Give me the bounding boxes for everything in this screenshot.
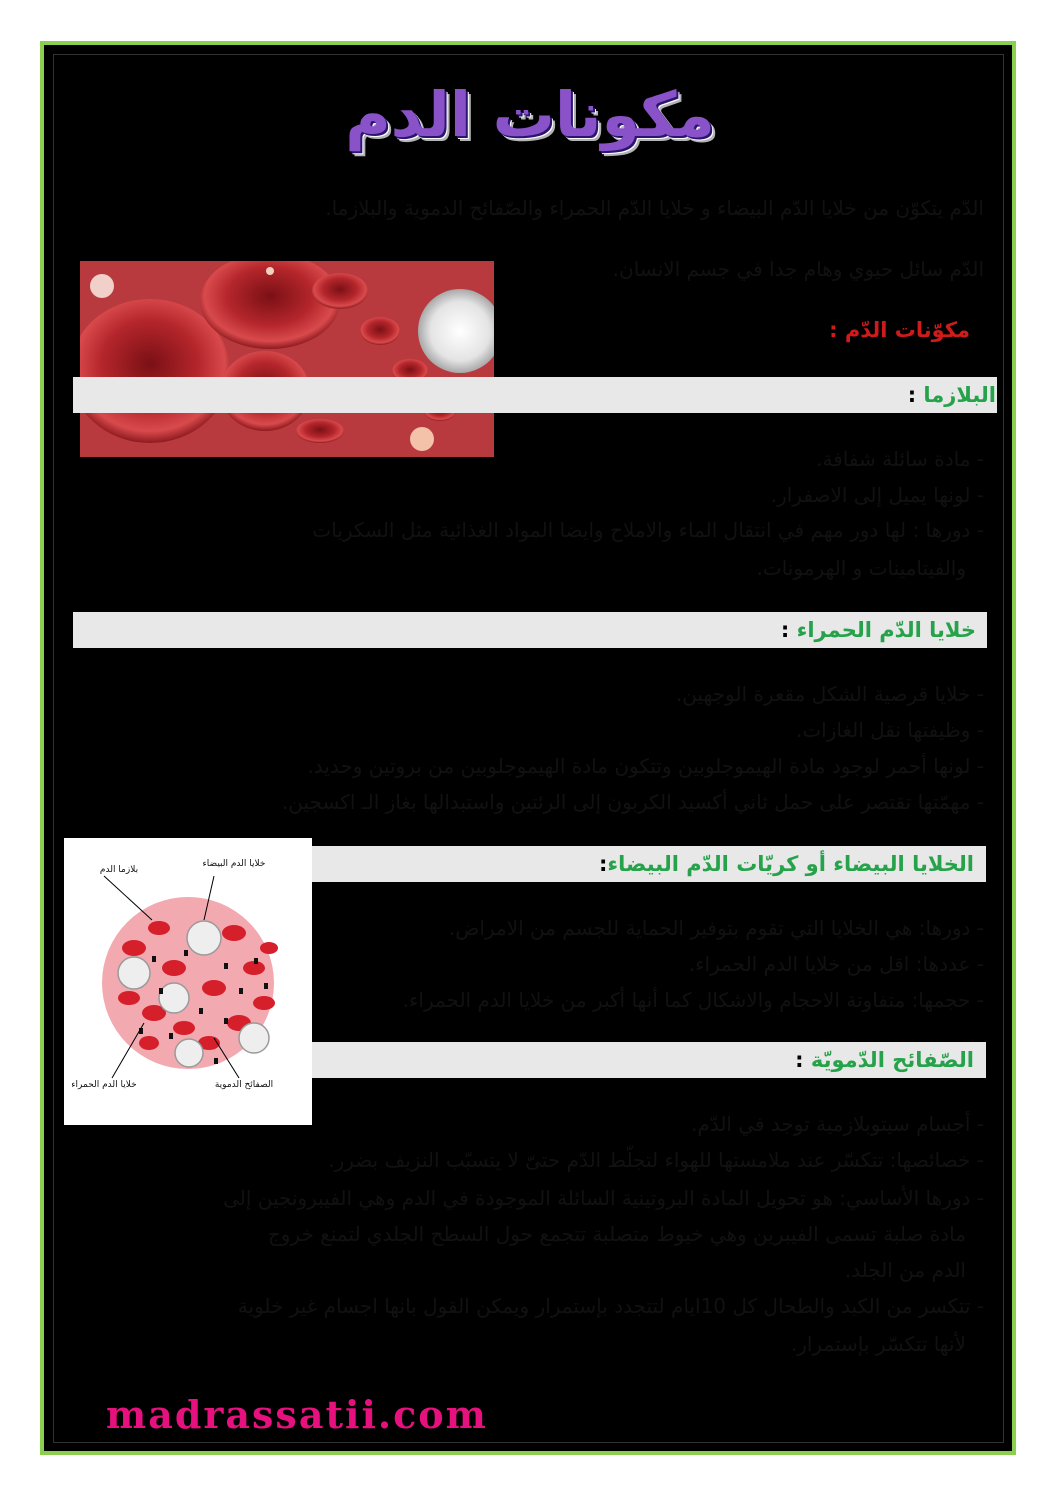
- site-brand[interactable]: madrassatii.com: [106, 1392, 488, 1437]
- section-heading-plasma: البلازما :: [907, 383, 996, 407]
- section-band-plasma: [73, 377, 997, 413]
- label-platelets: الصفائح الدموية: [214, 1080, 274, 1090]
- section-heading-white-cells: الخلايا البيضاء أو كريّات الدّم البيضاء:: [599, 852, 974, 876]
- list-item: مادة صلبة تسمى الفيبرين وهي خيوط متصلبة تتجمع حول السطح الجلدي لتمنع خروج: [267, 1222, 966, 1246]
- list-item: - مهمّتها تقتصر على حمل ثاني أكسيد الكربون إلى الرئتين واستبدالها بغاز الـ اكسجين.: [281, 790, 984, 814]
- list-item: - خلايا قرصية الشكل مقعرة الوجهين.: [675, 682, 984, 706]
- label-plasma: بلازما الدم: [99, 865, 139, 875]
- list-item: - لونها أحمر لوجود مادة الهيموجلوبين وتتكون مادة الهيموجلوبين من بروتين وحديد.: [307, 754, 984, 778]
- list-item: - عددها: اقل من خلايا الدم الحمراء.: [688, 952, 984, 976]
- list-item: - دورها الأساسي: هو تحويل المادة البروتينية السائلة الموجودة في الدم وهي الفيبرونجين إلى: [223, 1186, 984, 1210]
- list-item: - دورها: هي الخلايا التي تقوم بتوفير الحماية للجسم من الامراض.: [448, 916, 984, 940]
- components-heading: مكوّنات الدّم :: [829, 318, 970, 342]
- list-item: - خصائصها: تتكسّر عند ملامستها للهواء لتجلّط الدّم حتىّ لا يتسبّب النزيف بضرر.: [328, 1148, 984, 1172]
- section-heading-red-cells: خلايا الدّم الحمراء :: [780, 618, 976, 642]
- label-rbc: خلايا الدم الحمراء: [71, 1080, 137, 1090]
- list-item: الدم من الجلد.: [844, 1258, 966, 1282]
- intro-line-2: الدّم سائل حيوي وهام جدا في جسم الانسان.: [612, 257, 984, 281]
- page-title: مكونات الدم: [345, 78, 715, 151]
- intro-line-1: الدّم يتكوّن من خلايا الدّم البيضاء و خلايا الدّم الحمراء والصّفائح الدموية والبلازما.: [325, 196, 984, 220]
- list-item: - أجسام سيتوبلازمية توجد في الدّم.: [691, 1112, 984, 1136]
- label-wbc: خلايا الدم البيضاء: [202, 859, 266, 869]
- section-heading-platelets: الصّفائح الدّمويّة :: [795, 1048, 974, 1072]
- list-item: لأنها تتكسّر بإستمرار.: [790, 1332, 966, 1356]
- red-blood-cells-image: [80, 261, 494, 457]
- list-item: - وظيفتها نقل الغازات.: [796, 718, 984, 742]
- list-item: والفيتامينات و الهرمونات.: [756, 556, 966, 580]
- blood-components-diagram: [64, 838, 312, 1125]
- list-item: - مادة سائلة شفافة.: [816, 447, 984, 471]
- list-item: - تتكسر من الكبد والطحال كل 10ايام لتتجدد بإستمرار ويمكن القول بانها اجسام غير خلوية: [237, 1294, 984, 1318]
- list-item: - دورها : لها دور مهم في انتقال الماء والاملاح وايضا المواد الغذائية مثل السكريات: [312, 518, 984, 542]
- list-item: - لونها يميل إلى الاصفرار.: [770, 483, 984, 507]
- list-item: - حجمها: متفاوتة الاحجام والاشكال كما أنها أكبر من خلايا الدم الحمراء.: [402, 988, 984, 1012]
